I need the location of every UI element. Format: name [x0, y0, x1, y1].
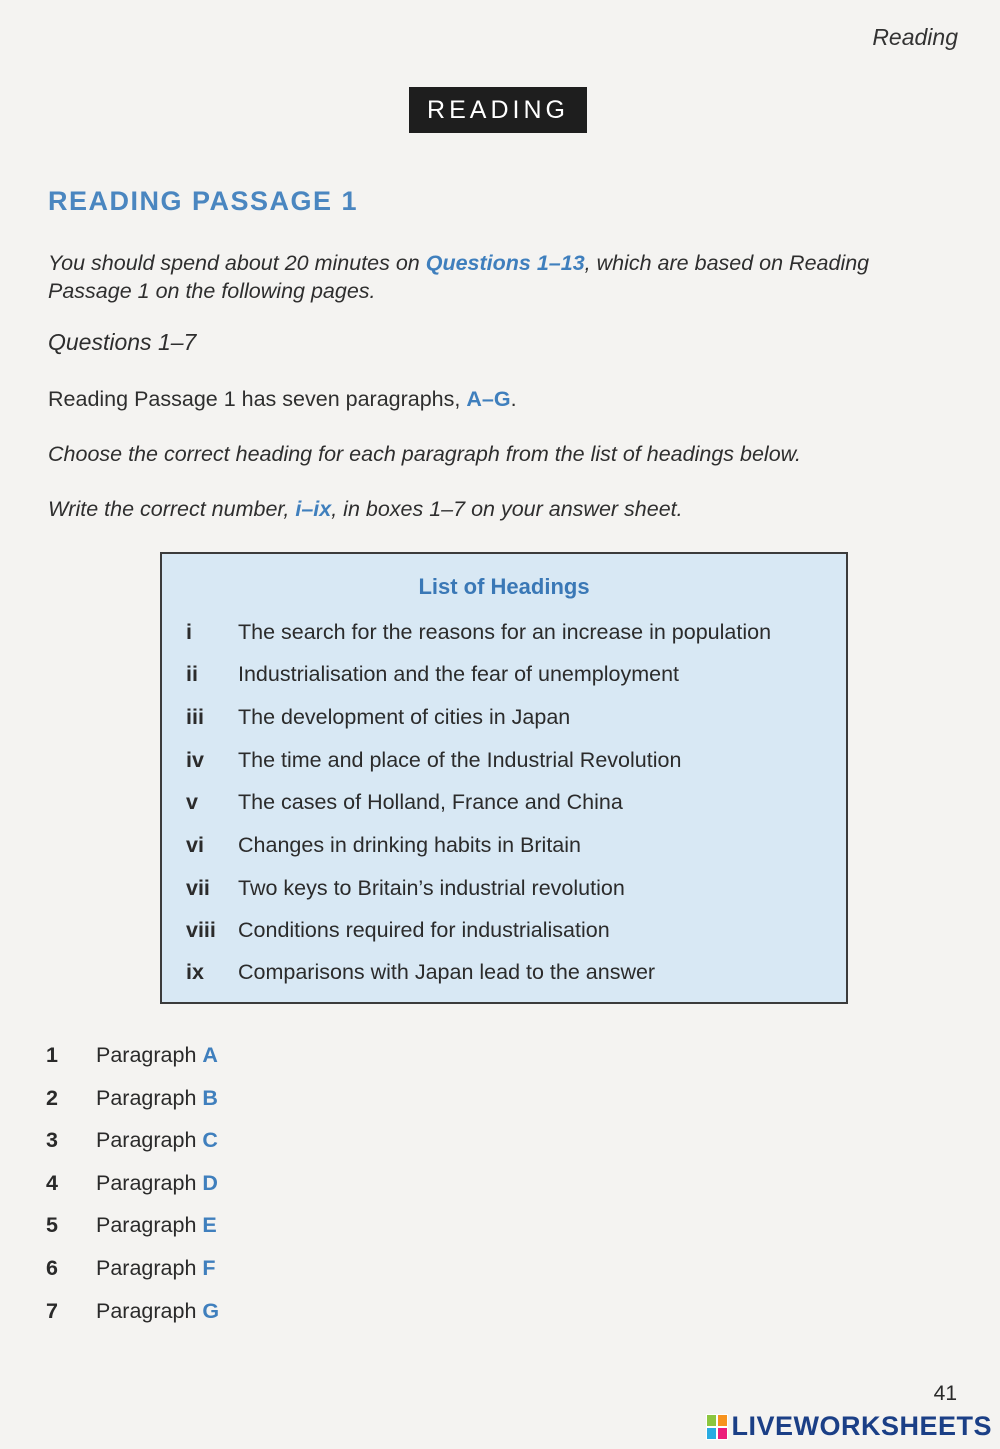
logo-tile — [706, 1427, 717, 1440]
heading-number: ix — [186, 960, 204, 984]
question-row[interactable] — [46, 1171, 218, 1196]
heading-number: vii — [186, 876, 210, 900]
liveworksheets-logo-icon — [706, 1414, 728, 1440]
paragraph-letter: G — [202, 1299, 220, 1323]
heading-number: viii — [186, 918, 216, 942]
question-number: 2 — [46, 1086, 58, 1110]
list-of-headings-title: List of Headings — [418, 574, 590, 599]
heading-text: Changes in drinking habits in Britain — [238, 833, 582, 857]
brand-name: LIVEWORKSHEETS — [731, 1411, 992, 1441]
heading-item — [186, 748, 681, 773]
paragraph-letter: E — [202, 1213, 217, 1237]
heading-item — [186, 662, 679, 687]
paragraph-label: Paragraph — [96, 1299, 197, 1323]
running-head: Reading — [872, 24, 958, 50]
heading-text: The time and place of the Industrial Revolution — [238, 748, 682, 772]
time-instruction-text: You should spend about 20 minutes on — [48, 251, 426, 275]
heading-text: Comparisons with Japan lead to the answer — [238, 960, 656, 984]
write-instruction — [48, 495, 953, 523]
heading-number: i — [186, 620, 192, 644]
heading-text: The cases of Holland, France and China — [238, 790, 623, 814]
heading-text: Two keys to Britain’s industrial revolution — [238, 876, 625, 900]
write-instruction-text: Write the correct number, — [48, 497, 296, 521]
logo-tile — [717, 1414, 728, 1427]
paragraph-letter: B — [202, 1086, 218, 1110]
question-row[interactable] — [46, 1256, 216, 1281]
heading-item — [186, 876, 625, 901]
paragraph-label: Paragraph — [96, 1256, 197, 1280]
logo-tile — [706, 1414, 717, 1427]
heading-item — [186, 960, 655, 985]
logo-tile — [717, 1427, 728, 1440]
question-row[interactable] — [46, 1086, 218, 1111]
paragraph-label: Paragraph — [96, 1086, 197, 1110]
heading-text: Conditions required for industrialisation — [238, 918, 610, 942]
paragraphs-statement — [48, 385, 953, 413]
paragraphs-statement-text: Reading Passage 1 has seven paragraphs, — [48, 387, 467, 411]
heading-number: iii — [186, 705, 204, 729]
passage-title: READING PASSAGE 1 — [48, 186, 359, 216]
paragraph-letter: D — [202, 1171, 218, 1195]
question-number: 5 — [46, 1213, 58, 1237]
question-number: 3 — [46, 1128, 58, 1152]
page-number: 41 — [933, 1382, 957, 1405]
heading-item — [186, 790, 623, 815]
section-badge: READING — [409, 87, 587, 133]
paragraph-letter: A — [202, 1043, 218, 1067]
choose-instruction: Choose the correct heading for each paragraph from the list of headings below. — [48, 442, 801, 466]
paragraph-letter: F — [202, 1256, 216, 1280]
liveworksheets-brand[interactable] — [706, 1411, 992, 1442]
list-of-headings-box — [160, 552, 848, 1004]
heading-item — [186, 918, 610, 943]
time-instruction — [48, 249, 953, 305]
heading-text: Industrialisation and the fear of unemployment — [238, 662, 680, 686]
heading-text: The development of cities in Japan — [238, 705, 571, 729]
heading-item — [186, 705, 570, 730]
heading-item — [186, 833, 581, 858]
question-row[interactable] — [46, 1213, 217, 1238]
paragraph-label: Paragraph — [96, 1213, 197, 1237]
heading-item — [186, 620, 771, 645]
question-number: 4 — [46, 1171, 58, 1195]
paragraph-letter: C — [202, 1128, 218, 1152]
paragraph-label: Paragraph — [96, 1043, 197, 1067]
questions-range-link: Questions 1–13 — [425, 251, 585, 275]
paragraph-label: Paragraph — [96, 1171, 197, 1195]
question-number: 1 — [46, 1043, 58, 1067]
write-instruction-tail: , in boxes 1–7 on your answer sheet. — [331, 497, 683, 521]
heading-number: v — [186, 790, 198, 814]
paragraph-label: Paragraph — [96, 1128, 197, 1152]
question-row[interactable] — [46, 1299, 219, 1324]
question-number: 6 — [46, 1256, 58, 1280]
paragraphs-range: A–G — [466, 387, 511, 411]
heading-text: The search for the reasons for an increase in population — [238, 620, 772, 644]
time-instruction-tail: , which are based on Reading Passage 1 on the following pages. — [48, 251, 870, 303]
heading-number: vi — [186, 833, 204, 857]
heading-number: iv — [186, 748, 204, 772]
question-number: 7 — [46, 1299, 58, 1323]
paragraphs-statement-tail: . — [510, 387, 517, 411]
numbers-range: i–ix — [295, 497, 332, 521]
question-row[interactable] — [46, 1043, 218, 1068]
question-row[interactable] — [46, 1128, 218, 1153]
heading-number: ii — [186, 662, 198, 686]
question-range-heading: Questions 1–7 — [48, 329, 197, 355]
